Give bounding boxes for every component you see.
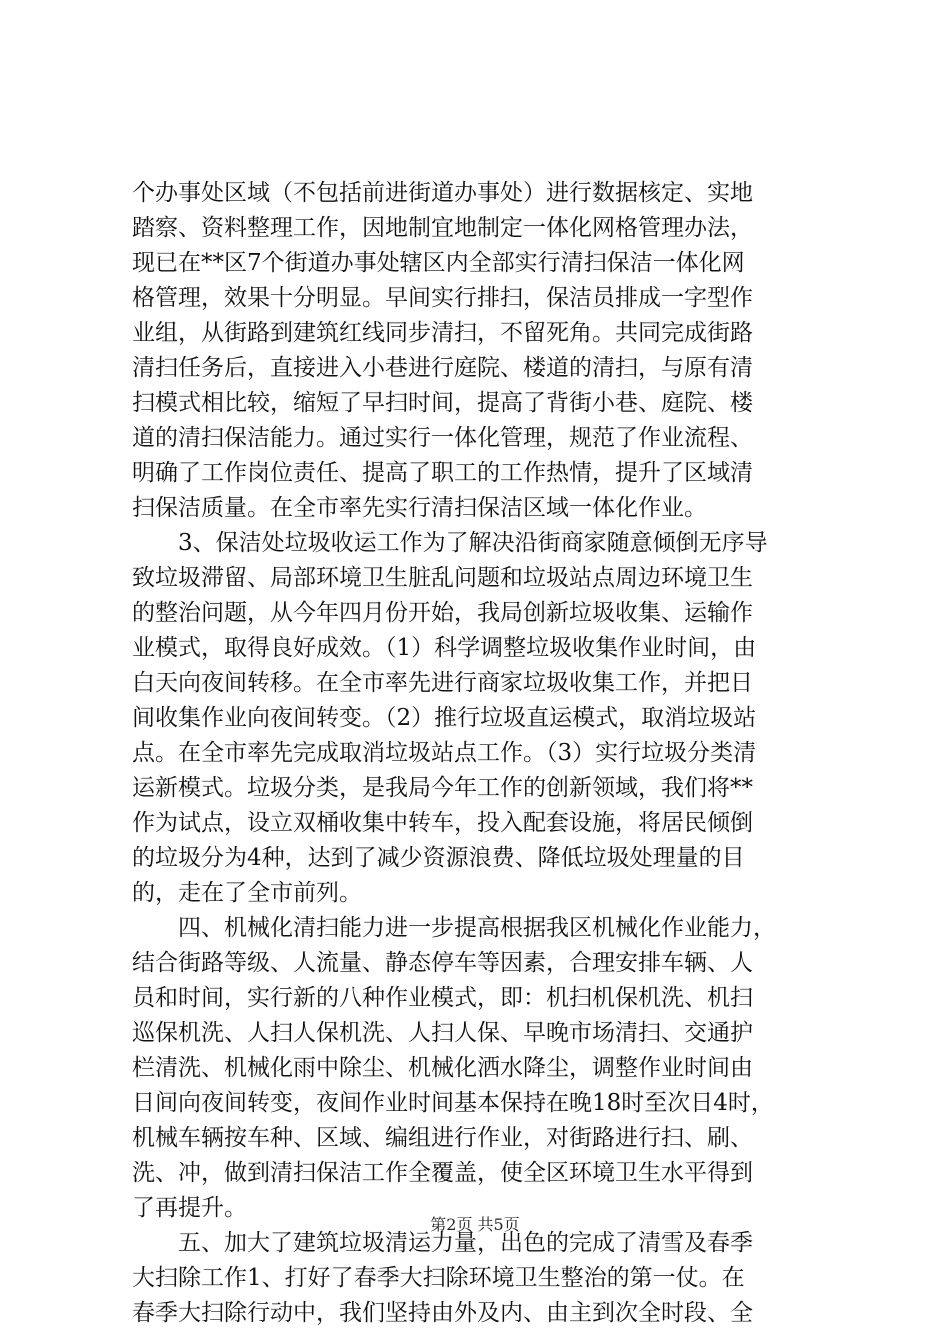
- text-line: 个办事处区域（不包括前进街道办事处）进行数据核定、实地: [132, 180, 753, 206]
- text-line: 了再提升。: [132, 1195, 247, 1221]
- text-line: 作为试点，设立双桶收集中转车，投入配套设施，将居民倾倒: [132, 810, 753, 836]
- text-line: 清扫任务后，直接进入小巷进行庭院、楼道的清扫，与原有清: [132, 355, 753, 381]
- text-line: 3、保洁处垃圾收运工作为了解决沿街商家随意倾倒无序导: [178, 530, 768, 556]
- text-line: 大扫除工作1、打好了春季大扫除环境卫生整治的第一仗。在: [132, 1265, 745, 1291]
- text-line: 间收集作业向夜间转变。（2）推行垃圾直运模式，取消垃圾站: [132, 705, 757, 731]
- text-line: 扫模式相比较，缩短了早扫时间，提高了背街小巷、庭院、楼: [132, 390, 753, 416]
- text-line: 的整治问题，从今年四月份开始，我局创新垃圾收集、运输作: [132, 600, 753, 626]
- text-line: 结合街路等级、人流量、静态停车等因素，合理安排车辆、人: [132, 950, 753, 976]
- text-line: 致垃圾滞留、局部环境卫生脏乱问题和垃圾站点周边环境卫生: [132, 565, 753, 591]
- text-line: 洗、冲，做到清扫保洁工作全覆盖，使全区环境卫生水平得到: [132, 1160, 753, 1186]
- text-line: 机械车辆按车种、区域、编组进行作业，对街路进行扫、刷、: [132, 1125, 753, 1151]
- text-line: 春季大扫除行动中，我们坚持由外及内、由主到次全时段、全: [132, 1300, 753, 1326]
- page-footer: 第2页 共5页: [430, 1215, 520, 1234]
- text-line: 踏察、资料整理工作，因地制宜地制定一体化网格管理办法，: [132, 215, 753, 241]
- text-line: 员和时间，实行新的八种作业模式，即：机扫机保机洗、机扫: [132, 985, 753, 1011]
- text-line: 栏清洗、机械化雨中除尘、机械化洒水降尘，调整作业时间由: [132, 1055, 753, 1081]
- text-line: 运新模式。垃圾分类，是我局今年工作的创新领域，我们将**: [132, 775, 753, 801]
- body-text: [132, 176, 832, 1331]
- text-line: 点。在全市率先完成取消垃圾站点工作。（3）实行垃圾分类清: [132, 740, 757, 766]
- text-line: 业模式，取得良好成效。（1）科学调整垃圾收集作业时间，由: [132, 635, 757, 661]
- text-line: 五、加大了建筑垃圾清运力量，出色的完成了清雪及春季: [178, 1230, 753, 1256]
- text-line: 四、机械化清扫能力进一步提高根据我区机械化作业能力，: [178, 915, 776, 941]
- text-line: 日间向夜间转变，夜间作业时间基本保持在晚18时至次日4时，: [132, 1090, 774, 1116]
- text-line: 的垃圾分为4种，达到了减少资源浪费、降低垃圾处理量的目: [132, 845, 745, 871]
- text-line: 的，走在了全市前列。: [132, 880, 362, 906]
- text-line: 巡保机洗、人扫人保机洗、人扫人保、早晚市场清扫、交通护: [132, 1020, 753, 1046]
- text-line: 白天向夜间转移。在全市率先进行商家垃圾收集工作，并把日: [132, 670, 753, 696]
- text-line: 道的清扫保洁能力。通过实行一体化管理，规范了作业流程、: [132, 425, 753, 451]
- text-line: 扫保洁质量。在全市率先实行清扫保洁区域一体化作业。: [132, 495, 707, 521]
- text-line: 现已在**区7个街道办事处辖区内全部实行清扫保洁一体化网: [132, 250, 745, 276]
- text-line: 明确了工作岗位责任、提高了职工的工作热情，提升了区域清: [132, 460, 753, 486]
- text-line: 格管理，效果十分明显。早间实行排扫，保洁员排成一字型作: [132, 285, 753, 311]
- text-line: 业组，从街路到建筑红线同步清扫，不留死角。共同完成街路: [132, 320, 753, 346]
